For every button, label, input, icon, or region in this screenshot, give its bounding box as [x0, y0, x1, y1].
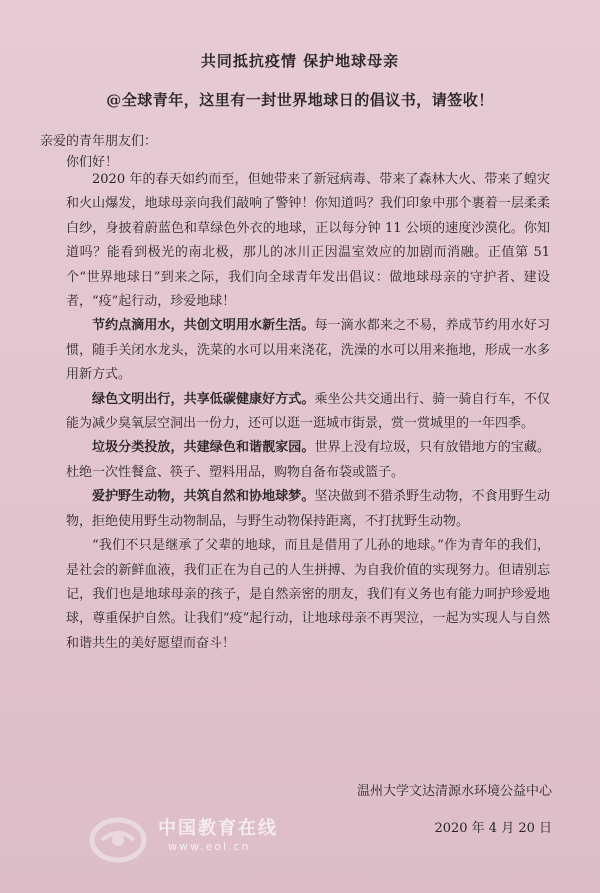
signature: 温州大学文达清源水环境公益中心	[356, 784, 552, 799]
paragraph-closing: “我们不只是继承了父辈的地球，而且是借用了儿孙的地球。”作为青年的我们，是社会的新鲜血液，我们正在为自己的人生拼搏、为自我价值的实现努力。但请别忘记，我们也是地球母亲的孩子，是自然亲密的朋友，我们有义务也有能力呵护珍爱地球，尊重保护自然。让我们“疫”起行动，让地球母亲不再哭泣，一起为实现人与自然和谐共生的美好愿望而奋斗！	[66, 538, 550, 651]
paragraph-water: 节约点滴用水，共创文明用水新生活。每一滴水都来之不易，养成节约用水好习惯，随手关闭水龙头，洗菜的水可以用来浇花，洗澡的水可以用来拖地，形成一水多用新方式。	[66, 318, 550, 383]
letter-subtitle: @全球青年，这里有一封世界地球日的倡议书，请签收！	[106, 91, 494, 109]
letter-title: 共同抵抗疫情 保护地球母亲	[200, 52, 400, 70]
greeting: 你们好！	[66, 155, 119, 170]
letter-body	[66, 168, 550, 656]
paragraph-intro: 2020 年的春天如约而至，但她带来了新冠病毒、带来了森林大火、带来了蝗灾和火山爆发，地球母亲向我们敲响了警钟！你知道吗？我们印象中那个裹着一层柔柔白纱，身披着蔚蓝色和草绿色外衣的地球，正以每分钟 11 公顷的速度沙漠化。你知道吗？能看到极光的南北极，那儿的冰川正因温室效应的加剧而消融。正值第 51 个“世界地球日”到来之际，我们向全球青年发出倡议：做地球母亲的守护者、建设者，“疫”起行动，珍爱地球！	[66, 172, 550, 310]
watermark-url: www.eol.cn	[168, 840, 251, 853]
letter-date: 2020 年 4 月 20 日	[434, 821, 552, 836]
watermark-name: 中国教育在线	[158, 818, 278, 839]
paragraph-garbage: 垃圾分类投放，共建绿色和谐靓家园。世界上没有垃圾，只有放错地方的宝藏。杜绝一次性餐盒、筷子、塑料用品，购物自备布袋或篮子。	[66, 440, 550, 480]
paragraph-wildlife: 爱护野生动物，共筑自然和协地球梦。坚决做到不猎杀野生动物，不食用野生动物，拒绝使用野生动物制品，与野生动物保持距离，不打扰野生动物。	[66, 489, 550, 529]
paragraph-travel: 绿色文明出行，共享低碳健康好方式。乘坐公共交通出行、骑一骑自行车，不仅能为减少臭氧层空洞出一份力，还可以逛一逛城市街景，赏一赏城里的一年四季。	[66, 391, 550, 432]
salutation: 亲爱的青年朋友们：	[40, 134, 158, 149]
